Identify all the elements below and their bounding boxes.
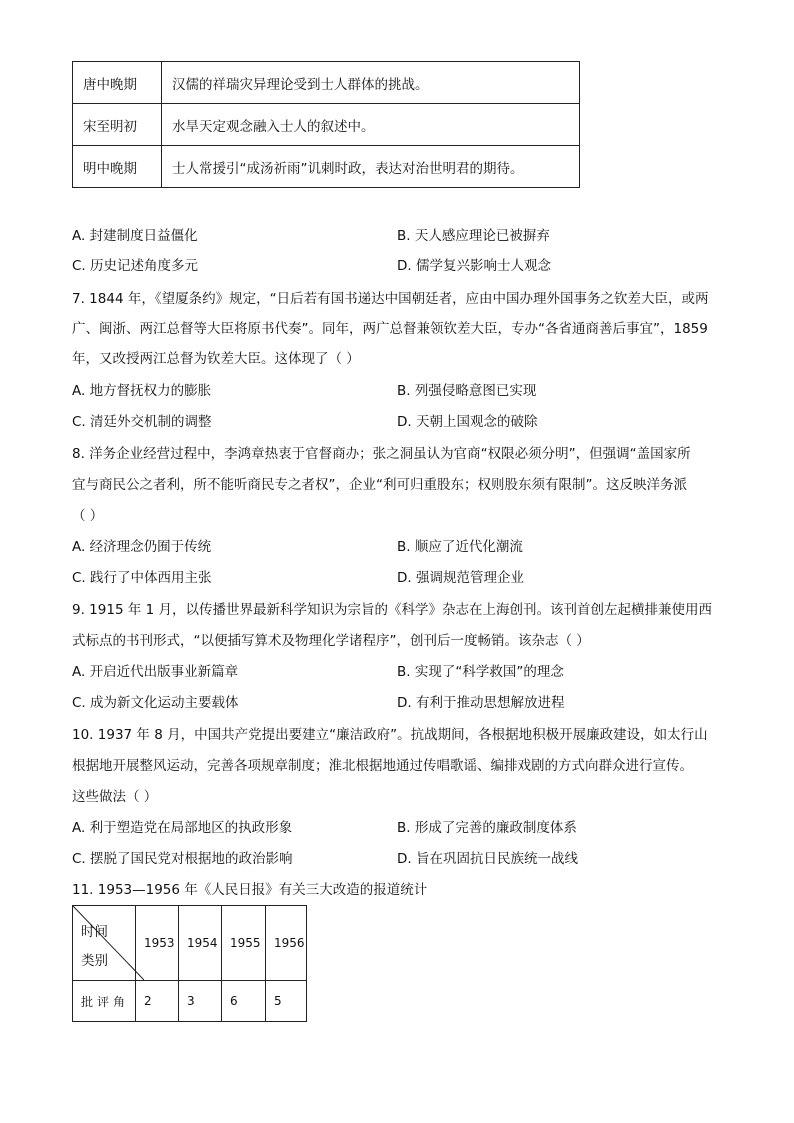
table-row	[73, 104, 580, 146]
q10-option-b[interactable]: B. 形成了完善的廉政制度体系	[397, 820, 577, 836]
value-cell: 2	[136, 981, 179, 1022]
year-header-cell: 1956	[266, 906, 307, 981]
q8-stem-line-2: 宜与商民公之者利，所不能听商民专之者权”，企业“利可归重股东；权则股东须有限制”。这反映洋务派	[72, 477, 687, 493]
q9-option-c[interactable]: C. 成为新文化运动主要载体	[72, 695, 239, 711]
year-header-cell: 1954	[179, 906, 222, 981]
table-row	[73, 981, 307, 1022]
q9-option-a[interactable]: A. 开启近代出版事业新篇章	[72, 664, 239, 680]
table-row	[73, 146, 580, 188]
diagonal-header-cell	[73, 906, 136, 981]
q10-option-c[interactable]: C. 摆脱了国民党对根据地的政治影响	[72, 851, 293, 867]
q7-stem-line-1: 7. 1844 年，《望厦条约》规定，“日后若有国书递达中国朝廷者，应由中国办理外国事务之钦差大臣，或两	[72, 291, 709, 307]
table-header-row	[73, 906, 307, 981]
q10-stem-line-3: 这些做法（ ）	[72, 789, 158, 805]
q8-stem-line-1: 8. 洋务企业经营过程中，李鸿章热衷于官督商办；张之洞虽认为官商“权限必须分明”，但强调“盖国家所	[72, 446, 691, 462]
q7-stem-line-2: 广、闽浙、两江总督等大臣将原书代奏”。同年，两广总督兼领钦差大臣，专办“各省通商善后事宜”，1859	[72, 321, 708, 337]
q8-stem-line-3: （ ）	[72, 508, 104, 524]
q8-option-b[interactable]: B. 顺应了近代化潮流	[397, 539, 523, 555]
description-cell: 士人常援引“成汤祈雨”讥刺时政，表达对治世明君的期待。	[162, 146, 580, 188]
q8-option-a[interactable]: A. 经济理念仍囿于传统	[72, 539, 212, 555]
report-stats-table	[72, 905, 307, 1022]
q6-option-a[interactable]: A. 封建制度日益僵化	[72, 228, 198, 244]
year-header-cell: 1953	[136, 906, 179, 981]
q6-option-b[interactable]: B. 天人感应理论已被摒弃	[397, 228, 550, 244]
year-header-cell: 1955	[222, 906, 266, 981]
q11-title: 11. 1953—1956 年《人民日报》有关三大改造的报道统计	[72, 882, 428, 898]
period-cell: 明中晚期	[73, 146, 162, 188]
q6-option-d[interactable]: D. 儒学复兴影响士人观念	[397, 258, 551, 274]
value-cell: 5	[266, 981, 307, 1022]
header-time-label: 时间	[81, 924, 108, 940]
q7-option-b[interactable]: B. 列强侵略意图已实现	[397, 383, 537, 399]
q10-option-d[interactable]: D. 旨在巩固抗日民族统一战线	[397, 851, 578, 867]
row-label-cell: 批评角	[73, 981, 136, 1022]
q7-option-c[interactable]: C. 清廷外交机制的调整	[72, 414, 212, 430]
q7-option-d[interactable]: D. 天朝上国观念的破除	[397, 414, 538, 430]
header-category-label: 类别	[81, 953, 108, 969]
q8-option-d[interactable]: D. 强调规范管理企业	[397, 570, 524, 586]
q8-option-c[interactable]: C. 践行了中体西用主张	[72, 570, 212, 586]
table-row	[73, 62, 580, 104]
description-cell: 汉儒的祥瑞灾异理论受到士人群体的挑战。	[162, 62, 580, 104]
value-cell: 6	[222, 981, 266, 1022]
q10-stem-line-1: 10. 1937 年 8 月，中国共产党提出要建立“廉洁政府”。抗战期间，各根据地积极开展廉政建设，如太行山	[72, 727, 708, 743]
q7-stem-line-3: 年，又改授两江总督为钦差大臣。这体现了（ ）	[72, 351, 360, 367]
description-cell: 水旱天定观念融入士人的叙述中。	[162, 104, 580, 146]
dynasty-table	[72, 61, 580, 188]
value-cell: 3	[179, 981, 222, 1022]
q9-stem-line-2: 式标点的书刊形式，“以便插写算术及物理化学诸程序”，创刊后一度畅销。该杂志（ ）	[72, 633, 590, 649]
q9-stem-line-1: 9. 1915 年 1 月，以传播世界最新科学知识为宗旨的《科学》杂志在上海创刊。该刊首创左起横排兼使用西	[72, 602, 712, 618]
q6-option-c[interactable]: C. 历史记述角度多元	[72, 258, 199, 274]
q9-option-b[interactable]: B. 实现了“科学救国”的理念	[397, 664, 564, 680]
q10-stem-line-2: 根据地开展整风运动，完善各项规章制度；淮北根据地通过传唱歌谣、编排戏剧的方式向群众进行宣传。	[72, 758, 693, 774]
q7-option-a[interactable]: A. 地方督抚权力的膨胀	[72, 383, 212, 399]
period-cell: 宋至明初	[73, 104, 162, 146]
q9-option-d[interactable]: D. 有利于推动思想解放进程	[397, 695, 565, 711]
q10-option-a[interactable]: A. 利于塑造党在局部地区的执政形象	[72, 820, 293, 836]
period-cell: 唐中晚期	[73, 62, 162, 104]
